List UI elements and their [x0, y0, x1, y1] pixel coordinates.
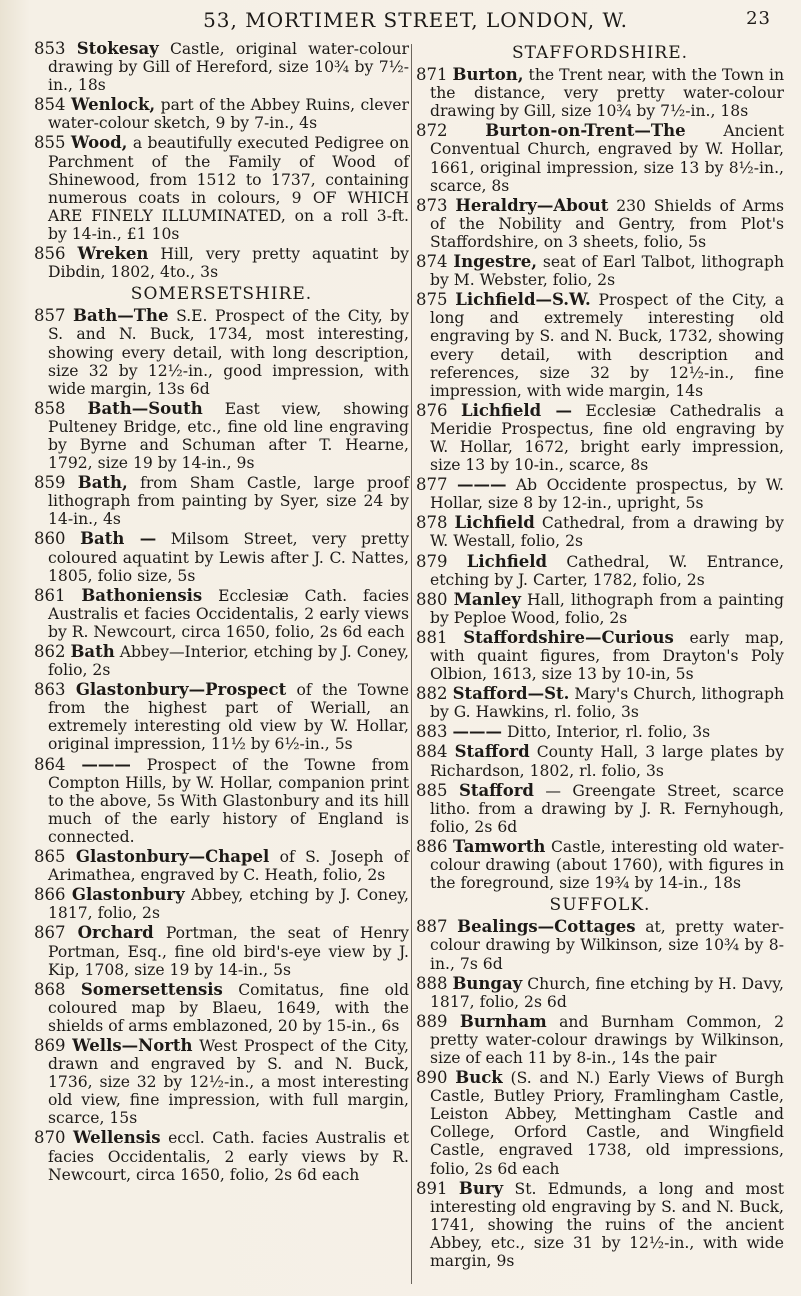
entry-title: Glastonbury—Chapel [75, 847, 270, 867]
entry-number: 866 [34, 885, 66, 905]
catalogue-entry [34, 474, 409, 528]
entry-title: Bath — [80, 529, 157, 549]
entry-title: Wreken [77, 244, 149, 264]
catalogue-entry [416, 553, 784, 589]
catalogue-entry [416, 476, 784, 512]
catalogue-entry [416, 197, 784, 251]
right-column [416, 40, 784, 1272]
entry-title: Burton, [452, 65, 524, 85]
entry-description: Ab Occidente prospectus, by W. Hollar, size 8 by 12-in., upright, 5s [430, 476, 784, 513]
entry-description: early map, with quaint figures, from Drayton's Poly Olbion, 1613, size 13 by 10-in, 5s [430, 628, 784, 684]
entry-description: East view, showing Pulteney Bridge, etc., fine old line engraving by Byrne and Schuman after T. Hearne, 1792, size 19 by 14-in., 9s [48, 399, 409, 473]
entry-number: 862 [34, 642, 66, 661]
entry-title: Lichfield — [461, 400, 572, 420]
catalogue-entry [34, 1037, 409, 1127]
entry-title: Burton-on-Trent—The [485, 121, 686, 141]
entry-number: 863 [34, 680, 66, 700]
entry-title: Lichfield—S.W. [455, 290, 591, 310]
entry-title: Stokesay [76, 39, 159, 58]
entry-number: 889 [416, 1011, 448, 1031]
entry-number: 888 [416, 973, 448, 993]
entry-description: Ecclesiæ Cathedralis a Meridie Prospectus, fine old engraving by W. Hollar, 1672, bright early impression, size 13 by 10-in., scarce, 8s [430, 401, 784, 475]
entry-description: (S. and N.) Early Views of Burgh Castle, Butley Priory, Framlingham Castle, Leiston Abbey, Mettingham Castle and College, Orford Castle, and Wingfield Castle, engraved 1738, old impressions, folio, 2s 6d each [430, 1069, 784, 1178]
entry-title: Stafford—St. [452, 684, 570, 704]
catalogue-entry [34, 1129, 409, 1183]
entry-number: 874 [416, 252, 448, 272]
entry-title: Manley [453, 589, 521, 609]
catalogue-entry [416, 838, 784, 892]
entry-description: at, pretty water-colour drawing by Wilkinson, size 10¾ by 8-in., 7s 6d [430, 918, 784, 973]
entry-description: S.E. Prospect of the City, by S. and N. Buck, 1734, most interesting, showing every detail, with long description, size 32 by 12½-in., good impression, with wide margin, 13s 6d [48, 307, 409, 398]
column-divider [411, 44, 412, 1284]
catalogue-entry [34, 400, 409, 472]
entry-number: 877 [416, 475, 448, 495]
entry-number: 872 [416, 121, 448, 141]
entry-number: 871 [416, 65, 448, 85]
entry-number: 864 [34, 754, 66, 774]
entry-number: 873 [416, 195, 448, 215]
catalogue-entry [34, 924, 409, 978]
entry-description: Church, fine etching by H. Davy, 1817, folio, 2s 6d [430, 974, 784, 1011]
catalogue-entry [34, 40, 409, 94]
entry-description: — Greengate Street, scarce litho. from a drawing by J. R. Fernyhough, folio, 2s 6d [430, 781, 784, 836]
entry-description: Hill, very pretty aquatint by Dibdin, 1802, 4to., 3s [48, 245, 409, 282]
entry-title: Ingestre, [453, 252, 537, 272]
catalogue-entry [416, 402, 784, 474]
entry-number: 861 [34, 585, 66, 605]
entry-title: Glastonbury—Prospect [75, 680, 287, 700]
entry-number: 853 [34, 39, 66, 58]
entry-title: Burnham [459, 1011, 547, 1031]
entry-number: 884 [416, 742, 448, 762]
entry-description: West Prospect of the City, drawn and engraved by S. and N. Buck, 1736, size 32 by 12½-in., a most interesting old view, fine impression, with full margin, scarce, 15s [48, 1036, 409, 1128]
entry-title: Wells—North [72, 1035, 193, 1055]
catalogue-entry [416, 629, 784, 683]
catalogue-entry [416, 66, 784, 120]
entry-number: 855 [34, 133, 66, 153]
entry-title: Bungay [452, 973, 523, 993]
entry-description: Ancient Conventual Church, engraved by W. Hollar, 1661, original impression, size 13 by 8½-in., scarce, 8s [430, 122, 784, 195]
entry-description: Abbey, etching by J. Coney, 1817, folio, 2s [48, 886, 409, 923]
catalogue-entry [416, 291, 784, 400]
entry-number: 876 [416, 400, 448, 420]
catalogue-entry [34, 681, 409, 753]
entry-description: 230 Shields of Arms of the Nobility and Gentry, from Plot's Staffordshire, on 3 sheets, folio, 5s [430, 196, 784, 251]
section-heading: SUFFOLK. [549, 895, 651, 916]
catalogue-entry [416, 1069, 784, 1178]
catalogue-entry [34, 307, 409, 397]
entry-description: of the Towne from the highest part of Weriall, an extremely interesting old view by W. Hollar, original impression, 11½ by 6½-in., 5s [48, 681, 409, 754]
entry-title: Stafford [454, 742, 530, 762]
entry-title: ——— [81, 754, 131, 774]
entry-number: 869 [34, 1035, 66, 1055]
entry-title: ——— [452, 722, 502, 742]
catalogue-entry [416, 975, 784, 1011]
page-number: 23 [746, 8, 771, 29]
entry-description: part of the Abbey Ruins, clever water-colour sketch, 9 by 7-in., 4s [48, 96, 409, 133]
entry-number: 891 [416, 1178, 448, 1198]
entry-number: 887 [416, 917, 448, 937]
entry-number: 886 [416, 836, 448, 856]
entry-description: Cathedral, W. Entrance, etching by J. Carter, 1782, folio, 2s [430, 552, 784, 589]
entry-title: Bath, [77, 473, 128, 493]
catalogue-entry [416, 685, 784, 721]
entry-description: and Burnham Common, 2 pretty water-colour drawings by Wilkinson, size of each 11 by 8-in., 14s the pair [430, 1012, 784, 1067]
entry-title: Orchard [77, 923, 154, 943]
catalogue-entry [34, 96, 409, 132]
entry-description: Portman, the seat of Henry Portman, Esq., fine old bird's-eye view by J. Kip, 1708, size 19 by 14-in., 5s [48, 924, 409, 979]
entry-number: 856 [34, 244, 66, 264]
entry-title: Bath—The [73, 306, 169, 326]
left-column [34, 40, 409, 1186]
catalogue-entry [416, 514, 784, 550]
entry-number: 880 [416, 589, 448, 609]
entry-number: 865 [34, 847, 66, 867]
entry-description: Mary's Church, lithograph by G. Hawkins, rl. folio, 3s [430, 685, 784, 722]
entry-number: 858 [34, 398, 66, 418]
catalogue-entry [34, 848, 409, 884]
catalogue-entry [416, 1013, 784, 1067]
section-heading: STAFFORDSHIRE. [511, 43, 689, 63]
catalogue-entry [34, 886, 409, 922]
entry-number: 879 [416, 551, 448, 571]
entry-title: Heraldry—About [455, 195, 609, 215]
entry-title: Bury [458, 1178, 504, 1198]
entry-description: the Trent near, with the Town in the distance, very pretty water-colour drawing by Gill, size 10¾ by 7½-in., 18s [430, 66, 784, 121]
entry-title: Bath—South [87, 398, 203, 418]
entry-description: Abbey—Interior, etching by J. Coney, folio, 2s [48, 643, 409, 680]
entry-description: Prospect of the Towne from Compton Hills, by W. Hollar, companion print to the above, 5s With Glastonbury and its hill much of the early history of England is connected. [48, 755, 409, 846]
entry-title: Bathoniensis [81, 585, 203, 605]
catalogue-entry [34, 134, 409, 243]
entry-description: Hall, lithograph from a painting by Peploe Wood, folio, 2s [430, 590, 784, 627]
entry-title: Buck [455, 1068, 503, 1088]
entry-number: 882 [416, 684, 448, 704]
entry-title: Stafford [458, 780, 534, 800]
entry-title: ——— [456, 475, 507, 495]
entry-title: Tamworth [453, 836, 546, 856]
entry-number: 881 [416, 627, 448, 647]
entry-title: Somersettensis [80, 979, 223, 999]
entry-number: 875 [416, 290, 448, 310]
entry-description: seat of Earl Talbot, lithograph by M. Webster, folio, 2s [430, 253, 784, 290]
entry-title: Wood, [70, 133, 128, 153]
catalogue-entry [34, 245, 409, 281]
entry-title: Wenlock, [70, 95, 156, 115]
entry-number: 868 [34, 979, 66, 999]
entry-description: Cathedral, from a drawing by W. Westall, folio, 2s [430, 514, 784, 551]
entry-number: 854 [34, 95, 66, 115]
catalogue-entry [34, 756, 409, 846]
entry-title: Glastonbury [71, 885, 185, 905]
entry-number: 860 [34, 529, 66, 549]
catalogue-entry [34, 587, 409, 641]
entry-title: Lichfield [454, 513, 535, 533]
catalogue-entry [416, 782, 784, 836]
catalogue-entry [416, 122, 784, 194]
entry-description: Comitatus, fine old coloured map by Blaeu, 1649, with the shields of arms emblazoned, 20 by 15-in., 6s [48, 980, 409, 1035]
entry-description: Castle, interesting old water-colour drawing (about 1760), with figures in the foreground, size 19¾ by 14-in., 18s [430, 837, 784, 893]
catalogue-entry [416, 591, 784, 627]
entry-number: 885 [416, 780, 448, 800]
entry-description: County Hall, 3 large plates by Richardson, 1802, rl. folio, 3s [430, 743, 784, 780]
entry-title: Lichfield [466, 551, 548, 571]
entry-number: 883 [416, 722, 448, 742]
catalogue-entry [34, 530, 409, 584]
section-heading: SOMERSETSHIRE. [130, 284, 313, 305]
page-header [60, 8, 771, 32]
entry-title: Wellensis [73, 1128, 161, 1148]
entry-description: Ecclesiæ Cath. facies Australis et facies Occidentalis, 2 early views by R. Newcourt, circa 1650, folio, 2s 6d each [48, 586, 409, 641]
entry-title: Bath [70, 642, 115, 661]
entry-description: of S. Joseph of Arimathea, engraved by C. Heath, folio, 2s [48, 848, 409, 885]
entry-description: Ditto, Interior, rl. folio, 3s [506, 723, 711, 742]
entry-description: Milsom Street, very pretty coloured aquatint by Lewis after J. C. Nattes, 1805, folio size, 5s [48, 530, 409, 585]
entry-number: 890 [416, 1068, 448, 1088]
entry-title: Bealings—Cottages [457, 917, 636, 937]
header-address: 53, MORTIMER STREET, LONDON, W. [203, 8, 628, 32]
entry-description: Castle, original water-colour drawing by Gill of Hereford, size 10¾ by 7½-in., 18s [48, 40, 409, 95]
entry-title: Staffordshire—Curious [463, 627, 674, 647]
catalogue-entry [34, 981, 409, 1035]
catalogue-entry [416, 918, 784, 972]
catalogue-entry [416, 743, 784, 779]
catalogue-entry [416, 253, 784, 289]
entry-number: 867 [34, 923, 66, 943]
entry-description: from Sham Castle, large proof lithograph from painting by Syer, size 24 by 14-in., 4s [48, 474, 409, 529]
entry-description: a beautifully executed Pedigree on Parchment of the Family of Wood of Shinewood, from 1512 to 1737, containing numerous coats in colours, 9 OF WHICH ARE FINELY ILLUMINATED, on a roll 3-ft. by 14-in., £1 10s [48, 134, 409, 243]
entry-number: 857 [34, 306, 66, 326]
entry-number: 870 [34, 1128, 66, 1148]
catalogue-entry [416, 723, 784, 741]
entry-description: Prospect of the City, a long and extremely interesting old engraving by S. and N. Buck, 1732, showing every detail, with description and references, size 32 by 12½-in., fine impression, with wide margin, 14s [430, 291, 784, 400]
entry-number: 878 [416, 513, 448, 533]
catalogue-entry [34, 643, 409, 679]
catalogue-entry [416, 1180, 784, 1270]
entry-description: St. Edmunds, a long and most interesting old engraving by S. and N. Buck, 1741, showing the ruins of the ancient Abbey, etc., size 31 by 12½-in., with wide margin, 9s [430, 1179, 784, 1270]
entry-number: 859 [34, 473, 66, 493]
entry-description: eccl. Cath. facies Australis et facies Occidentalis, 2 early views by R. Newcourt, circa 1650, folio, 2s 6d each [48, 1129, 409, 1184]
